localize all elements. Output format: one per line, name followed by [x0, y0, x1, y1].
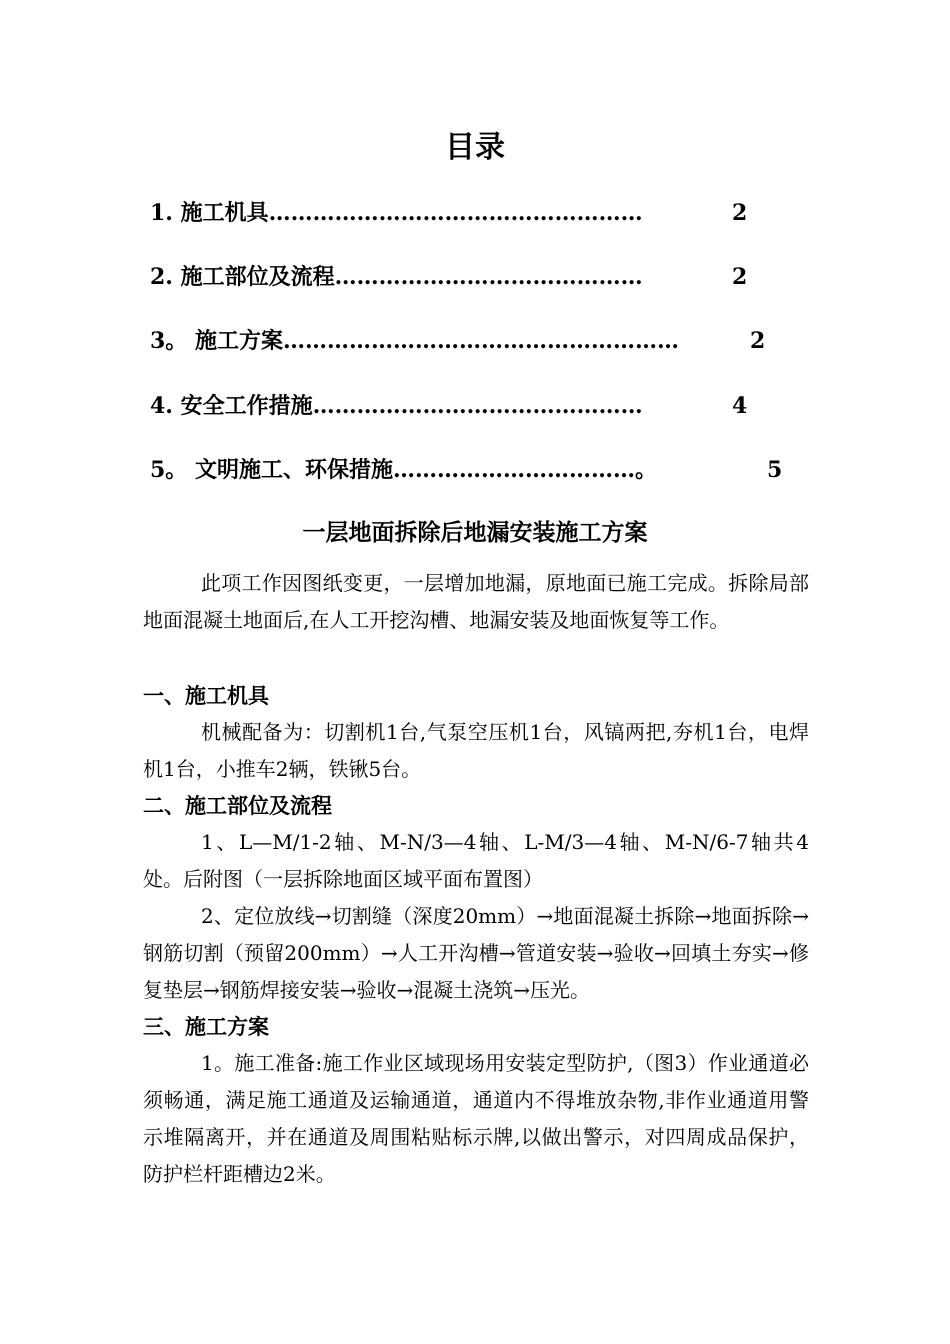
toc-item-environment[interactable]	[150, 455, 783, 485]
section-paragraph-tools: 机械配备为：切割机1台,气泵空压机1台，风镐两把,夯机1台，电焊机1台，小推车2辆，铁锹5台。	[143, 720, 809, 781]
toc-item-page-number: 4	[732, 393, 748, 419]
intro-paragraph: 此项工作因图纸变更，一层增加地漏，原地面已施工完成。拆除局部地面混凝土地面后,在人工开挖沟槽、地漏安装及地面恢复等工作。	[143, 571, 809, 632]
toc-item-page-number: 5	[767, 457, 783, 483]
toc-item-label: 4. 安全工作措施	[150, 393, 313, 419]
toc-item-plan[interactable]	[150, 326, 766, 356]
toc-item-page-number: 2	[732, 264, 748, 290]
toc-item-dots: ……………………………。	[392, 457, 657, 483]
toc-item-dots: ……………………………………	[334, 264, 643, 290]
toc-item-locations[interactable]	[150, 262, 748, 292]
toc-item-label: 1. 施工机具	[150, 200, 269, 226]
section-paragraph-locations-2: 2、定位放线→切割缝（深度20mm）→地面混凝土拆除→地面拆除→钢筋切割（预留200mm）→人工开沟槽→管道安装→验收→回填土夯实→修复垫层→钢筋焊接安装→验收→混凝土浇筑→压光。	[143, 904, 809, 1002]
toc-item-page-number: 2	[750, 328, 766, 354]
toc-item-label: 5。 文明施工、环保措施	[150, 457, 393, 483]
toc-item-safety[interactable]	[150, 391, 748, 421]
toc-title: 目录	[445, 130, 505, 165]
toc-item-dots: ……………………………………………	[268, 200, 643, 226]
toc-item-dots: ………………………………………………	[282, 328, 679, 354]
toc-item-label: 3。 施工方案	[150, 328, 283, 354]
toc-item-page-number: 2	[732, 200, 748, 226]
document-heading: 一层地面拆除后地漏安装施工方案	[302, 519, 648, 546]
toc-item-label: 2. 施工部位及流程	[150, 264, 335, 290]
toc-item-dots: ………………………………………	[312, 393, 643, 419]
section-heading-plan: 三、施工方案	[143, 1014, 269, 1039]
toc-item-tools[interactable]	[150, 198, 748, 228]
section-heading-locations: 二、施工部位及流程	[143, 793, 332, 818]
section-heading-tools: 一、施工机具	[143, 683, 269, 708]
section-paragraph-plan: 1。施工准备:施工作业区域现场用安装定型防护,（图3）作业通道必须畅通，满足施工通道及运输通道，通道内不得堆放杂物,非作业通道用警示堆隔离开，并在通道及周围粘贴标示牌,以做出警示，对四周成品保护，防护栏杆距槽边2米。	[143, 1051, 809, 1186]
section-paragraph-locations-1: 1、L—M/1-2轴、M-N/3—4轴、L-M/3—4轴、M-N/6-7轴共4处。后附图（一层拆除地面区域平面布置图）	[143, 830, 809, 891]
